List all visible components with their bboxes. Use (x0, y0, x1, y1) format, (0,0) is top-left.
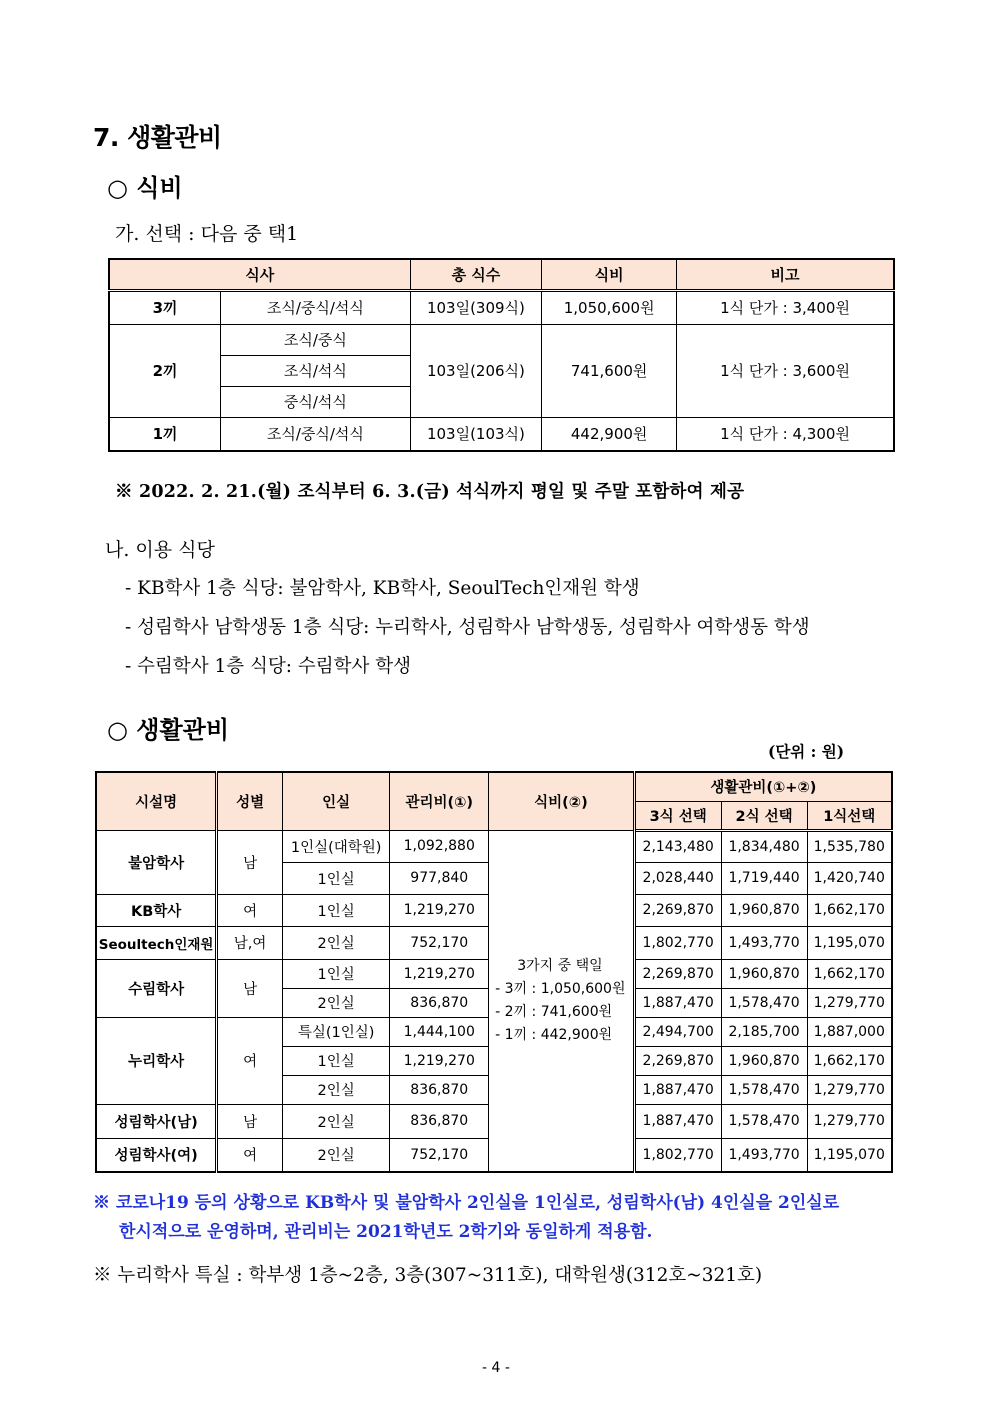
total-2meal: 1,834,480 (721, 830, 807, 862)
cafeteria-item: - KB학사 1층 식당: 불암학사, KB학사, SeoulTech인재원 학생 (125, 578, 640, 599)
section-title: 7. 생활관비 (93, 123, 222, 152)
room-type: 2인실 (282, 1138, 389, 1172)
header-mgmt: 관리비(①) (390, 772, 489, 830)
special-room-notice: ※ 누리학사 특실 : 학부생 1층~2층, 3층(307~311호), 대학원생(312호~321호) (93, 1265, 763, 1286)
total-3meal: 1,802,770 (634, 1138, 721, 1172)
total-1meal: 1,662,170 (807, 959, 892, 988)
total-1meal: 1,195,070 (807, 926, 892, 959)
total-2meal: 1,578,470 (721, 1104, 807, 1138)
meal-option-line: - 2끼 : 741,600원 (495, 1003, 613, 1020)
meal-type: 2끼 (109, 324, 221, 417)
room-type: 2인실 (282, 988, 389, 1017)
meal-total: 103일(309식) (410, 290, 542, 324)
facility-name: 성림학사(남) (96, 1104, 217, 1138)
meal-note: 1식 단가 : 4,300원 (677, 417, 894, 451)
total-2meal: 1,960,870 (721, 894, 807, 926)
room-type: 1인실 (282, 959, 389, 988)
meal-period-notice: ※ 2022. 2. 21.(월) 조식부터 6. 3.(금) 석식까지 평일 및 주말 포함하여 제공 (115, 482, 745, 502)
room-type: 2인실 (282, 1075, 389, 1104)
header-gender: 성별 (217, 772, 283, 830)
total-2meal: 1,960,870 (721, 959, 807, 988)
meal-header-meal: 식사 (109, 259, 410, 290)
header-total: 생활관비(①+②) (634, 772, 892, 801)
mgmt-fee: 1,444,100 (390, 1017, 489, 1046)
meal-combo: 조식/중식 (221, 324, 410, 355)
meal-note: 1식 단가 : 3,600원 (677, 324, 894, 417)
mgmt-fee: 1,092,880 (390, 830, 489, 862)
mgmt-fee: 752,170 (390, 926, 489, 959)
meal-option-note (489, 830, 635, 1172)
meal-combo: 조식/중식/석식 (221, 290, 410, 324)
header-opt3: 3식 선택 (634, 801, 721, 830)
mgmt-fee: 836,870 (390, 988, 489, 1017)
meal-total: 103일(103식) (410, 417, 542, 451)
facility-name: 성림학사(여) (96, 1138, 217, 1172)
total-1meal: 1,887,000 (807, 1017, 892, 1046)
total-3meal: 2,143,480 (634, 830, 721, 862)
facility-gender: 남,여 (217, 926, 283, 959)
room-type: 1인실 (282, 894, 389, 926)
facility-gender: 남 (217, 1104, 283, 1138)
facility-name: 불암학사 (96, 830, 217, 894)
total-3meal: 2,269,870 (634, 959, 721, 988)
total-3meal: 1,887,470 (634, 1075, 721, 1104)
meal-combo: 중식/석식 (221, 386, 410, 417)
meal-cost: 1,050,600원 (542, 290, 677, 324)
meal-option-line: - 1끼 : 442,900원 (495, 1026, 613, 1043)
total-2meal: 2,185,700 (721, 1017, 807, 1046)
total-2meal: 1,719,440 (721, 862, 807, 894)
total-1meal: 1,195,070 (807, 1138, 892, 1172)
header-room: 인실 (282, 772, 389, 830)
header-opt1: 1식선택 (807, 801, 892, 830)
facility-gender: 여 (217, 1138, 283, 1172)
total-3meal: 1,802,770 (634, 926, 721, 959)
meal-type: 3끼 (109, 290, 221, 324)
total-2meal: 1,493,770 (721, 1138, 807, 1172)
mgmt-fee: 977,840 (390, 862, 489, 894)
room-type: 2인실 (282, 926, 389, 959)
covid-notice-line: 한시적으로 운영하며, 관리비는 2021학년도 2학기와 동일하게 적용함. (119, 1222, 653, 1242)
meal-table (108, 258, 895, 452)
living-heading: ○ 생활관비 (107, 716, 230, 744)
mgmt-fee: 1,219,270 (390, 894, 489, 926)
total-1meal: 1,662,170 (807, 894, 892, 926)
header-meal: 식비(②) (489, 772, 635, 830)
meal-total: 103일(206식) (410, 324, 542, 417)
total-3meal: 2,494,700 (634, 1017, 721, 1046)
total-3meal: 2,269,870 (634, 894, 721, 926)
meal-combo: 조식/석식 (221, 355, 410, 386)
covid-notice (93, 1189, 913, 1247)
total-3meal: 1,887,470 (634, 988, 721, 1017)
facility-gender: 여 (217, 894, 283, 926)
living-cost-table (95, 771, 893, 1173)
total-3meal: 1,887,470 (634, 1104, 721, 1138)
facility-gender: 남 (217, 959, 283, 1017)
room-type: 2인실 (282, 1104, 389, 1138)
facility-name: Seoultech인재원 (96, 926, 217, 959)
total-2meal: 1,960,870 (721, 1046, 807, 1075)
meal-header-total: 총 식수 (410, 259, 542, 290)
total-1meal: 1,279,770 (807, 988, 892, 1017)
total-2meal: 1,578,470 (721, 1075, 807, 1104)
meal-cost: 741,600원 (542, 324, 677, 417)
room-type: 특실(1인실) (282, 1017, 389, 1046)
total-1meal: 1,420,740 (807, 862, 892, 894)
room-type: 1인실 (282, 1046, 389, 1075)
mgmt-fee: 836,870 (390, 1075, 489, 1104)
header-facility: 시설명 (96, 772, 217, 830)
total-2meal: 1,493,770 (721, 926, 807, 959)
total-3meal: 2,269,870 (634, 1046, 721, 1075)
page-number: - 4 - (482, 1360, 510, 1376)
meal-heading: ○ 식비 (107, 174, 183, 202)
mgmt-fee: 752,170 (390, 1138, 489, 1172)
meal-choice-label: 가. 선택 : 다음 중 택1 (115, 223, 299, 245)
meal-option-title: 3가지 중 택일 (517, 957, 603, 974)
mgmt-fee: 1,219,270 (390, 1046, 489, 1075)
mgmt-fee: 836,870 (390, 1104, 489, 1138)
meal-header-cost: 식비 (542, 259, 677, 290)
total-2meal: 1,578,470 (721, 988, 807, 1017)
facility-name: 수림학사 (96, 959, 217, 1017)
meal-combo: 조식/중식/석식 (221, 417, 410, 451)
unit-label: (단위 : 원) (768, 742, 845, 761)
facility-gender: 여 (217, 1017, 283, 1104)
facility-name: 누리학사 (96, 1017, 217, 1104)
total-3meal: 2,028,440 (634, 862, 721, 894)
header-opt2: 2식 선택 (721, 801, 807, 830)
cafeteria-label: 나. 이용 식당 (105, 539, 215, 561)
cafeteria-item: - 수림학사 1층 식당: 수림학사 학생 (125, 656, 411, 677)
meal-note: 1식 단가 : 3,400원 (677, 290, 894, 324)
mgmt-fee: 1,219,270 (390, 959, 489, 988)
cafeteria-item: - 성림학사 남학생동 1층 식당: 누리학사, 성림학사 남학생동, 성림학사 여학생동 학생 (125, 617, 810, 638)
room-type: 1인실(대학원) (282, 830, 389, 862)
total-1meal: 1,535,780 (807, 830, 892, 862)
room-type: 1인실 (282, 862, 389, 894)
meal-header-note: 비고 (677, 259, 894, 290)
total-1meal: 1,279,770 (807, 1075, 892, 1104)
meal-option-line: - 3끼 : 1,050,600원 (495, 980, 626, 997)
meal-cost: 442,900원 (542, 417, 677, 451)
facility-gender: 남 (217, 830, 283, 894)
facility-name: KB학사 (96, 894, 217, 926)
total-1meal: 1,662,170 (807, 1046, 892, 1075)
covid-notice-line: ※ 코로나19 등의 상황으로 KB학사 및 불암학사 2인실을 1인실로, 성림학사(남) 4인실을 2인실로 (93, 1193, 840, 1213)
meal-type: 1끼 (109, 417, 221, 451)
total-1meal: 1,279,770 (807, 1104, 892, 1138)
